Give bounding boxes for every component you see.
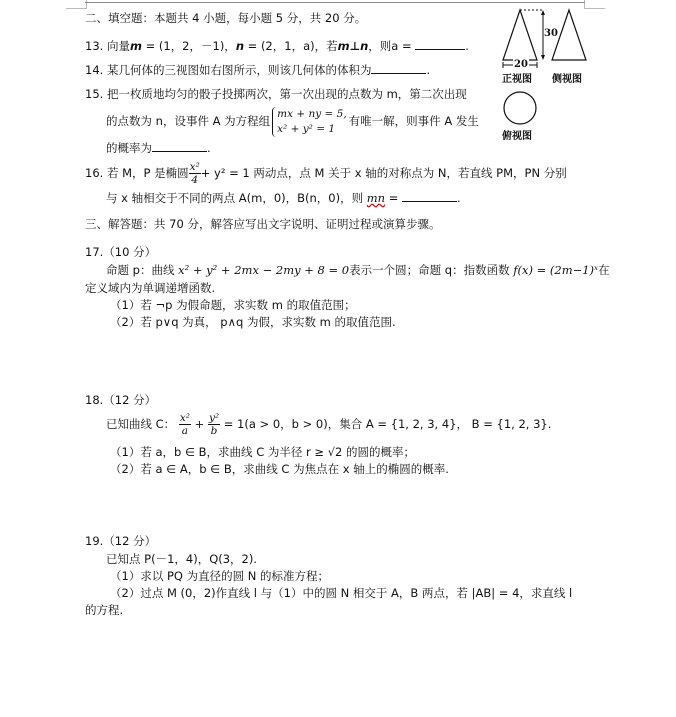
q17-curve-equation: x² + y² + 2mx − 2my + 8 = 0 [178,263,350,277]
q19-header: 19.（12 分） [85,534,157,548]
page-corner-left [66,0,87,9]
q16-mn: mn [366,191,386,205]
q13-vec-m: m [129,39,142,53]
q15-number: 15. [85,87,104,101]
width-label: 20 [514,59,528,70]
q17-line1-b: 表示一个圆；命题 q：指数函数 [349,263,514,277]
q17-line1-a: 命题 p：曲线 [106,263,179,277]
q17-line2: 定义域内为单调递增函数. [85,281,216,295]
q16-frac-num: x² [189,161,200,173]
q17-part1: （1）若 ¬p 为假命题，求实数 m 的取值范围； [110,298,356,312]
question-15-line2 [106,104,479,138]
q19-part2: （2）过点 M (0，2)作直线 l 与（1）中的圆 N 相交于 A，B 两点，若 |AB| = 4，求直线 l [110,586,573,600]
q13-condition: m⊥n [337,39,369,53]
q17-line1 [106,262,610,278]
q18-part1: （1）若 a，b ∈ B，求曲线 C 为半径 r ≥ √2 的圆的概率； [110,445,416,459]
question-15-line1 [85,86,467,102]
q18-frac1-den: a [181,425,189,437]
q15-line1: 把一枚质地均匀的骰子投掷两次，第一次出现的点数为 m，第二次出现 [106,87,467,101]
q18-frac2-num: y² [208,412,220,424]
page-top-border [85,2,585,3]
q19-part2-cont: 的方程. [85,603,124,617]
q18-header: 18.（12 分） [85,393,157,407]
q17-line1-c: 在 [598,263,610,277]
q15-line2-b: 有唯一解，则事件 A 发生 [348,114,479,128]
q18-fraction-y [208,412,220,437]
q13-text-b: ，则a = [368,39,416,53]
q13-n-value: = (2，1，a)，若 [244,39,338,53]
q18-frac2-den: b [210,425,218,437]
q16-answer-blank[interactable] [402,190,457,202]
height-label: 30 [544,28,558,39]
q13-answer-blank[interactable] [415,38,465,50]
q18-part2: （2）若 a ∈ A，b ∈ B，求曲线 C 为焦点在 x 轴上的椭圆的概率. [110,462,449,476]
q16-number: 16. [85,166,104,180]
q15-line3: 的概率为 [106,141,152,155]
q13-text-a: 向量 [106,39,130,53]
q19-line1: 已知点 P(－1，4)，Q(3，2). [106,552,258,566]
q13-number: 13. [85,39,104,53]
q18-line1-b: = 1(a > 0，b > 0)，集合 A = {1, 2, 3, 4}， B = {1, 2, 3}. [223,417,552,431]
q14-end: . [426,63,431,77]
three-view-figure [488,4,598,144]
front-view-label: 正视图 [502,74,532,85]
q13-m-value: = (1，2，－1)， [141,39,236,53]
q16-line1-a: 若 M，P 是椭圆 [106,166,189,180]
q14-answer-blank[interactable] [371,62,426,74]
q16-end: . [457,191,461,205]
question-15-line3 [106,140,211,156]
q18-line1: 已知曲线 C： $\frac{\text{x²}}{a}$ + $\frac{\text{y²}}{b}$ = 1(a > 0，b > 0)，集合 A = {1, 2, 3, 4}， B = {1, 2, 3}. [106,412,552,437]
q14-text: 某几何体的三视图如右图所示，则该几何体的体积为 [106,63,372,77]
question-14 [85,62,430,78]
q15-eq1: mx + ny = 5, [277,107,347,120]
question-13 [85,38,469,54]
q15-line2-a: 的点数为 n，设事件 A 为方程组 [106,114,271,128]
section2-heading: 二、填空题：本题共 4 小题，每小题 5 分，共 20 分。 [85,11,367,25]
q16-line1-b: + y² = 1 两动点，点 M 关于 x 轴的对称点为 N，若直线 PM，PN 分别 [200,166,567,180]
q17-part2: （2）若 p∨q 为真， p∧q 为假，求实数 m 的取值范围. [110,315,396,329]
q18-line1-a: 已知曲线 C： [106,417,176,431]
question-16-line1 [85,158,567,188]
q13-end: . [465,39,469,53]
q16-line2-a: 与 x 轴相交于不同的两点 A(m，0)，B(n，0)，则 [106,191,367,205]
side-view-label: 侧视图 [552,74,582,85]
q14-number: 14. [85,63,104,77]
q19-part1: （1）求以 PQ 为直径的圆 N 的标准方程； [110,569,330,583]
section3-heading: 三、解答题：共 70 分，解答应写出文字说明、证明过程或演算步骤。 [85,217,441,231]
q16-line2-b: = [385,191,403,205]
top-view-label: 俯视图 [502,131,532,142]
q17-header: 17.（10 分） [85,245,157,259]
q16-fraction [189,161,201,186]
q15-answer-blank[interactable] [152,140,207,152]
q18-fraction-x [179,412,191,437]
q18-frac1-num: x² [179,412,190,424]
q13-vec-n: n [235,39,244,53]
q17-function: f(x) = (2m−1)ˣ [513,263,599,277]
question-16-line2 [106,190,461,206]
q15-end: . [207,141,211,155]
q15-equation-system [272,107,347,137]
q16-frac-den: 4 [191,174,199,186]
q15-eq2: x² + y² = 1 [277,122,336,135]
